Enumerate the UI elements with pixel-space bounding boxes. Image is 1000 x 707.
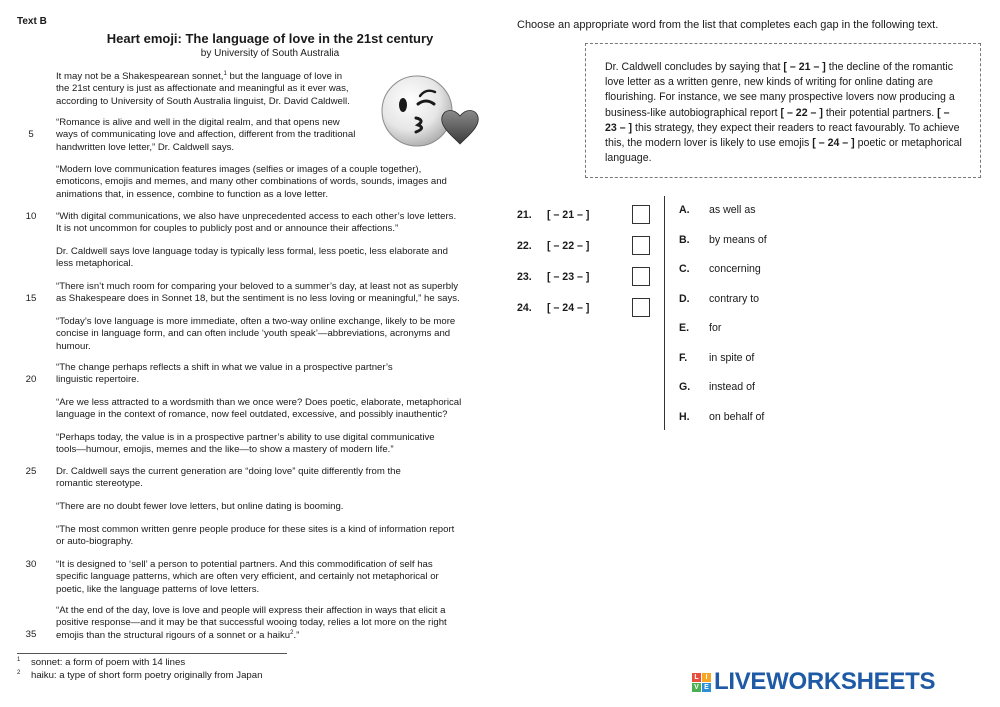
footnote-2: 2 haiku: a type of short form poetry originally from Japan bbox=[17, 670, 263, 681]
text-line: tools—humour, emojis, memes and the like—to show a mastery of modern life.” bbox=[56, 444, 394, 456]
text-line: “The most common written genre people produce for these sites is a kind of information report bbox=[56, 524, 455, 535]
paragraph-7 bbox=[56, 316, 455, 353]
options-divider bbox=[664, 196, 665, 430]
text-line: emoticons, emojis and memes, and many other combinations of words, sounds, images and bbox=[56, 176, 447, 188]
answer-box-22[interactable] bbox=[632, 236, 650, 255]
paragraph-13 bbox=[56, 524, 454, 549]
logo-text: LIVEWORKSHEETS bbox=[714, 668, 936, 695]
paragraph-2 bbox=[56, 117, 355, 154]
gap-fill-passage: Dr. Caldwell concludes by saying that [ – 21 – ] the decline of the romantic love letter as a written genre, new kinds of writing for online dating are flourishing. For instance, we see many prospective lovers now producing a business-like autobiographical report [ – 22 – ] their potential partners. [ – 23 – ] this strategy, they expect their readers to react favourably. To achieve this, the modern lover is likely to use emojis [ – 24 – ] poetic or metaphorical language. bbox=[585, 43, 981, 178]
option-e: E. for bbox=[679, 322, 722, 334]
article-byline: by University of South Australia bbox=[200, 48, 340, 59]
gap-23: [ – 23 – ] bbox=[605, 106, 950, 134]
logo-mark-icon: L I V E bbox=[692, 673, 711, 692]
text-line: “It is designed to ‘sell’ a person to potential partners. And this commodification of self has bbox=[56, 559, 433, 570]
footnote-divider bbox=[17, 653, 287, 654]
option-b: B. by means of bbox=[679, 234, 767, 246]
text-line: “Modern love communication features images (selfies or images of a couple together), bbox=[56, 164, 422, 175]
text-line: “Romance is alive and well in the digital realm, and that opens new bbox=[56, 117, 340, 128]
text-line: It may not be a Shakespearean sonnet, bbox=[56, 71, 224, 82]
paragraph-11 bbox=[56, 466, 401, 491]
line-number: 5 bbox=[28, 129, 34, 140]
question-23: 23. [ – 23 – ] bbox=[517, 271, 590, 283]
paragraph-1 bbox=[56, 71, 350, 108]
text-line: “Perhaps today, the value is in a prospective partner’s ability to use digital communicative bbox=[56, 432, 435, 443]
text-line: “There isn’t much room for comparing your beloved to a summer’s day, at least not as superbly bbox=[56, 281, 459, 292]
option-a: A. as well as bbox=[679, 204, 756, 216]
paragraph-15 bbox=[56, 605, 447, 642]
line-number: 30 bbox=[25, 559, 37, 570]
article-title: Heart emoji: The language of love in the 21st century bbox=[106, 31, 434, 46]
text-line: “The change perhaps reflects a shift in what we value in a prospective partner’s bbox=[56, 362, 393, 373]
footnote-1: 1 sonnet: a form of poem with 14 lines bbox=[17, 657, 186, 668]
option-f: F. in spite of bbox=[679, 352, 755, 364]
footnote-ref-1: 1 bbox=[223, 70, 227, 77]
question-22: 22. [ – 22 – ] bbox=[517, 240, 590, 252]
option-d: D. contrary to bbox=[679, 293, 760, 305]
text-line: language in the context of romance, now feel outdated, excessive, and possibly inauthentic? bbox=[56, 409, 448, 421]
text-line: “At the end of the day, love is love and people will express their affection in ways that elicit a bbox=[56, 605, 446, 616]
text-line: “Today’s love language is more immediate, often a two-way online exchange, likely to be more bbox=[56, 316, 456, 327]
line-number: 35 bbox=[25, 629, 37, 640]
text-line: .” bbox=[293, 629, 300, 641]
answer-box-24[interactable] bbox=[632, 298, 650, 317]
line-number: 10 bbox=[25, 211, 37, 222]
paragraph-4 bbox=[56, 211, 456, 236]
text-line: specific language patterns, which are often very efficient, and certainly not metaphorical or bbox=[56, 571, 439, 583]
task-instruction: Choose an appropriate word from the list that completes each gap in the following text. bbox=[517, 19, 939, 31]
text-line: poetic, like the language patterns of love letters. bbox=[56, 583, 260, 595]
option-h: H. on behalf of bbox=[679, 411, 765, 423]
line-number: 25 bbox=[25, 466, 37, 477]
text-line: Dr. Caldwell says love language today is typically less formal, less poetic, less elaborate and bbox=[56, 246, 448, 257]
text-line: as Shakespeare does in Sonnet 18, but the sentiment is no less loving or meaningful,” he says. bbox=[56, 293, 460, 305]
text-line: positive response—and it may be that successful wooing today, relies a lot more on the right bbox=[56, 617, 447, 629]
text-line: concise in language form, and can often include ‘youth speak’—abbreviations, acronyms and bbox=[56, 328, 451, 340]
footnote-ref-2: 2 bbox=[290, 629, 294, 636]
paragraph-10 bbox=[56, 432, 435, 457]
text-line: “With digital communications, we also have unprecedented access to each other’s love letters. bbox=[56, 211, 457, 222]
text-line: less metaphorical. bbox=[56, 258, 134, 270]
text-label: Text B bbox=[17, 16, 47, 27]
line-number: 15 bbox=[25, 293, 37, 304]
text-line: animations that, in essence, combine to function as a love letter. bbox=[56, 188, 328, 200]
text-line: linguistic repertoire. bbox=[56, 374, 140, 386]
paragraph-9 bbox=[56, 397, 461, 422]
text-line: humour. bbox=[56, 340, 91, 352]
text-line: romantic stereotype. bbox=[56, 478, 143, 490]
question-21: 21. [ – 21 – ] bbox=[517, 209, 590, 221]
option-c: C. concerning bbox=[679, 263, 761, 275]
text-line: emojis than the structural rigours of a sonnet or a haiku bbox=[56, 629, 291, 641]
answer-box-23[interactable] bbox=[632, 267, 650, 286]
text-line: “Are we less attracted to a wordsmith than we once were? Does poetic, elaborate, metaphorical bbox=[56, 397, 462, 408]
gap-24: [ – 24 – ] bbox=[812, 137, 855, 150]
option-g: G. instead of bbox=[679, 381, 755, 393]
question-24: 24. [ – 24 – ] bbox=[517, 302, 590, 314]
paragraph-8 bbox=[56, 362, 393, 387]
text-line: ways of communicating love and affection, different from the traditional bbox=[56, 129, 356, 141]
paragraph-6 bbox=[56, 281, 460, 306]
paragraph-3 bbox=[56, 164, 447, 201]
answer-box-21[interactable] bbox=[632, 205, 650, 224]
text-line: but the language of love in bbox=[226, 71, 343, 82]
text-line: “There are no doubt fewer love letters, but online dating is booming. bbox=[56, 501, 344, 512]
liveworksheets-logo[interactable] bbox=[692, 668, 935, 696]
paragraph-5 bbox=[56, 246, 448, 271]
text-line: It is not uncommon for couples to publicly post and or announce their affections.” bbox=[56, 223, 399, 235]
text-line: the 21st century is just as affectionate and meaningful as it ever was, bbox=[56, 83, 349, 95]
text-line: handwritten love letter,” Dr. Caldwell says. bbox=[56, 141, 235, 153]
gap-21: [ – 21 – ] bbox=[783, 61, 826, 73]
paragraph-14 bbox=[56, 559, 439, 596]
kissing-face-heart-icon bbox=[380, 74, 484, 156]
text-line: or auto-biography. bbox=[56, 536, 134, 548]
line-number: 20 bbox=[25, 374, 37, 385]
gap-22: [ – 22 – ] bbox=[780, 106, 823, 119]
text-line: according to University of South Australia linguist, Dr. David Caldwell. bbox=[56, 95, 350, 107]
text-line: Dr. Caldwell says the current generation are “doing love” quite differently from the bbox=[56, 466, 401, 477]
paragraph-12 bbox=[56, 501, 343, 513]
